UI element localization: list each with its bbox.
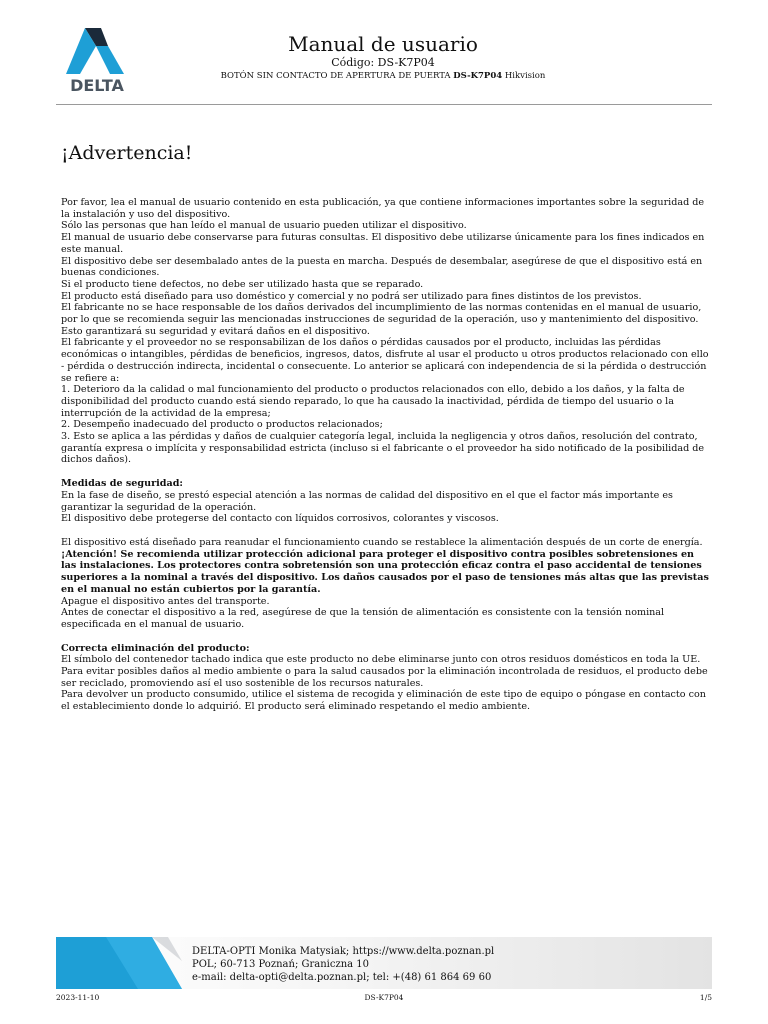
product-code: Código: DS-K7P04 (331, 56, 435, 69)
paragraph: Para devolver un producto consumido, utilice el sistema de recogida y eliminación de este tipo de equipo o póngase en contacto con el establecimiento donde lo adquirió. El producto será eliminado respetando el medio ambiente. (61, 689, 706, 713)
product-description (150, 70, 616, 82)
paragraph: Antes de conectar el dispositivo a la red, asegúrese de que la tensión de alimentación es consistente con la tensión nominal especificada en el manual de usuario. (61, 607, 665, 630)
manual-content (61, 197, 709, 713)
header-divider (56, 104, 712, 105)
safety-heading: Medidas de seguridad: (61, 478, 183, 490)
paragraph: 2. Desempeño inadecuado del producto o productos relacionados; (61, 419, 383, 431)
paragraph: 3. Esto se aplica a las pérdidas y daños de cualquier categoría legal, incluida la negligencia y otros daños, resolución del contrato, garantía expresa o implícita y responsabilidad estricta (incluso si el fabricante o el proveedor ha sido notificado de la posibilidad de dichos daños). (61, 431, 705, 466)
document-title: Manual de usuario (288, 32, 478, 56)
page-number: 1/5 (699, 993, 712, 1002)
paragraph: Esto garantizará su seguridad y evitará daños en el dispositivo. (61, 325, 370, 337)
paragraph: El producto está diseñado para uso doméstico y comercial y no podrá ser utilizado para fines distintos de los previstos. (61, 290, 642, 302)
paragraph: Apague el dispositivo antes del transporte. (61, 595, 270, 607)
product-model: DS-K7P04 (453, 71, 503, 81)
safety-section (61, 478, 709, 525)
intro-section (61, 197, 709, 466)
paragraph: Si el producto tiene defectos, no debe ser utilizado hasta que se reparado. (61, 278, 424, 290)
power-section (61, 537, 709, 631)
paragraph: Para evitar posibles daños al medio ambiente o para la salud causados por la eliminación incontrolada de residuos, el producto debe ser reciclado, promoviendo así el uso sostenible de los recursos naturales. (61, 666, 708, 689)
footer-contact-info (192, 945, 494, 984)
paragraph: El fabricante y el proveedor no se responsabilizan de los daños o pérdidas causados por el producto, incluidas las pérdidas económicas o intangibles, pérdidas de beneficios, ingresos, datos, disfrute al usar el producto u otros productos relacionado con ello - pérdida o destrucción indirecta, incidental o consecuente. Lo anterior se aplicará con independencia de si la pérdida o destrucción se refiere a: (61, 337, 709, 384)
footer-brand-graphic (56, 937, 182, 989)
paragraph: El símbolo del contenedor tachado indica que este producto no debe eliminarse junto con otros residuos domésticos en toda la UE. (61, 654, 701, 666)
footer-model: DS-K7P04 (364, 993, 404, 1002)
paragraph: El manual de usuario debe conservarse para futuras consultas. El dispositivo debe utilizarse únicamente para los fines indicados en este manual. (61, 232, 705, 255)
header (150, 32, 616, 82)
paragraph: Por favor, lea el manual de usuario contenido en esta publicación, ya que contiene informaciones importantes sobre la seguridad de la instalación y uso del dispositivo. (61, 197, 705, 220)
paragraph: En la fase de diseño, se prestó especial atención a las normas de calidad del dispositivo en el que el factor más importante es garantizar la seguridad de la operación. (61, 489, 673, 513)
paragraph: 1. Deterioro da la calidad o mal funcionamiento del producto o productos relacionados con ello, debido a los daños, y la falta de disponibilidad del producto cuando está siendo reparado, lo que ha causado la inactividad, pérdida de tiempo del usuario o la interrupción de la actividad de la empresa; (61, 384, 685, 419)
paragraph: El dispositivo está diseñado para reanudar el funcionamiento cuando se restablece la alimentación después de un corte de energía. (61, 536, 703, 548)
product-name: BOTÓN SIN CONTACTO DE APERTURA DE PUERTA (220, 71, 454, 81)
paragraph: El dispositivo debe protegerse del contacto con líquidos corrosivos, colorantes y viscosos. (61, 513, 499, 525)
disposal-heading: Correcta eliminación del producto: (61, 642, 250, 654)
paragraph: El dispositivo debe ser desembalado antes de la puesta en marcha. Después de desembalar, asegúrese de que el dispositivo está en buenas condiciones. (61, 255, 703, 279)
footer-company: DELTA-OPTI Monika Matysiak; https://www.delta.poznan.pl (192, 946, 495, 957)
product-brand: Hikvision (502, 71, 546, 81)
logo-text: DELTA (70, 76, 124, 94)
paragraph: El fabricante no se hace responsable de los daños derivados del incumplimiento de las normas contenidas en el manual de usuario, por lo que se recomienda seguir las mencionadas instrucciones de seguridad de la operación, uso y mantenimiento del dispositivo. (61, 302, 702, 326)
delta-logo (58, 24, 136, 94)
footer-address: POL; 60-713 Poznań; Graniczna 10 (192, 959, 370, 970)
attention-notice: ¡Atención! Se recomienda utilizar protección adicional para proteger el dispositivo contra posibles sobretensiones en las instalaciones. Los protectores contra sobretensión son una protección eficaz contra el paso accidental de tensiones superiores a la nominal a través del dispositivo. Los daños causados por el paso de tensiones más altas que las previstas en el manual no están cubiertos por la garantía. (61, 548, 709, 595)
disposal-section (61, 643, 709, 713)
footer-contact: e-mail: delta-opti@delta.poznan.pl; tel: +(48) 61 864 69 60 (192, 972, 492, 983)
footer-date: 2023-11-10 (56, 993, 100, 1002)
paragraph: Sólo las personas que han leído el manual de usuario pueden utilizar el dispositivo. (61, 220, 467, 232)
warning-title: ¡Advertencia! (61, 142, 193, 164)
